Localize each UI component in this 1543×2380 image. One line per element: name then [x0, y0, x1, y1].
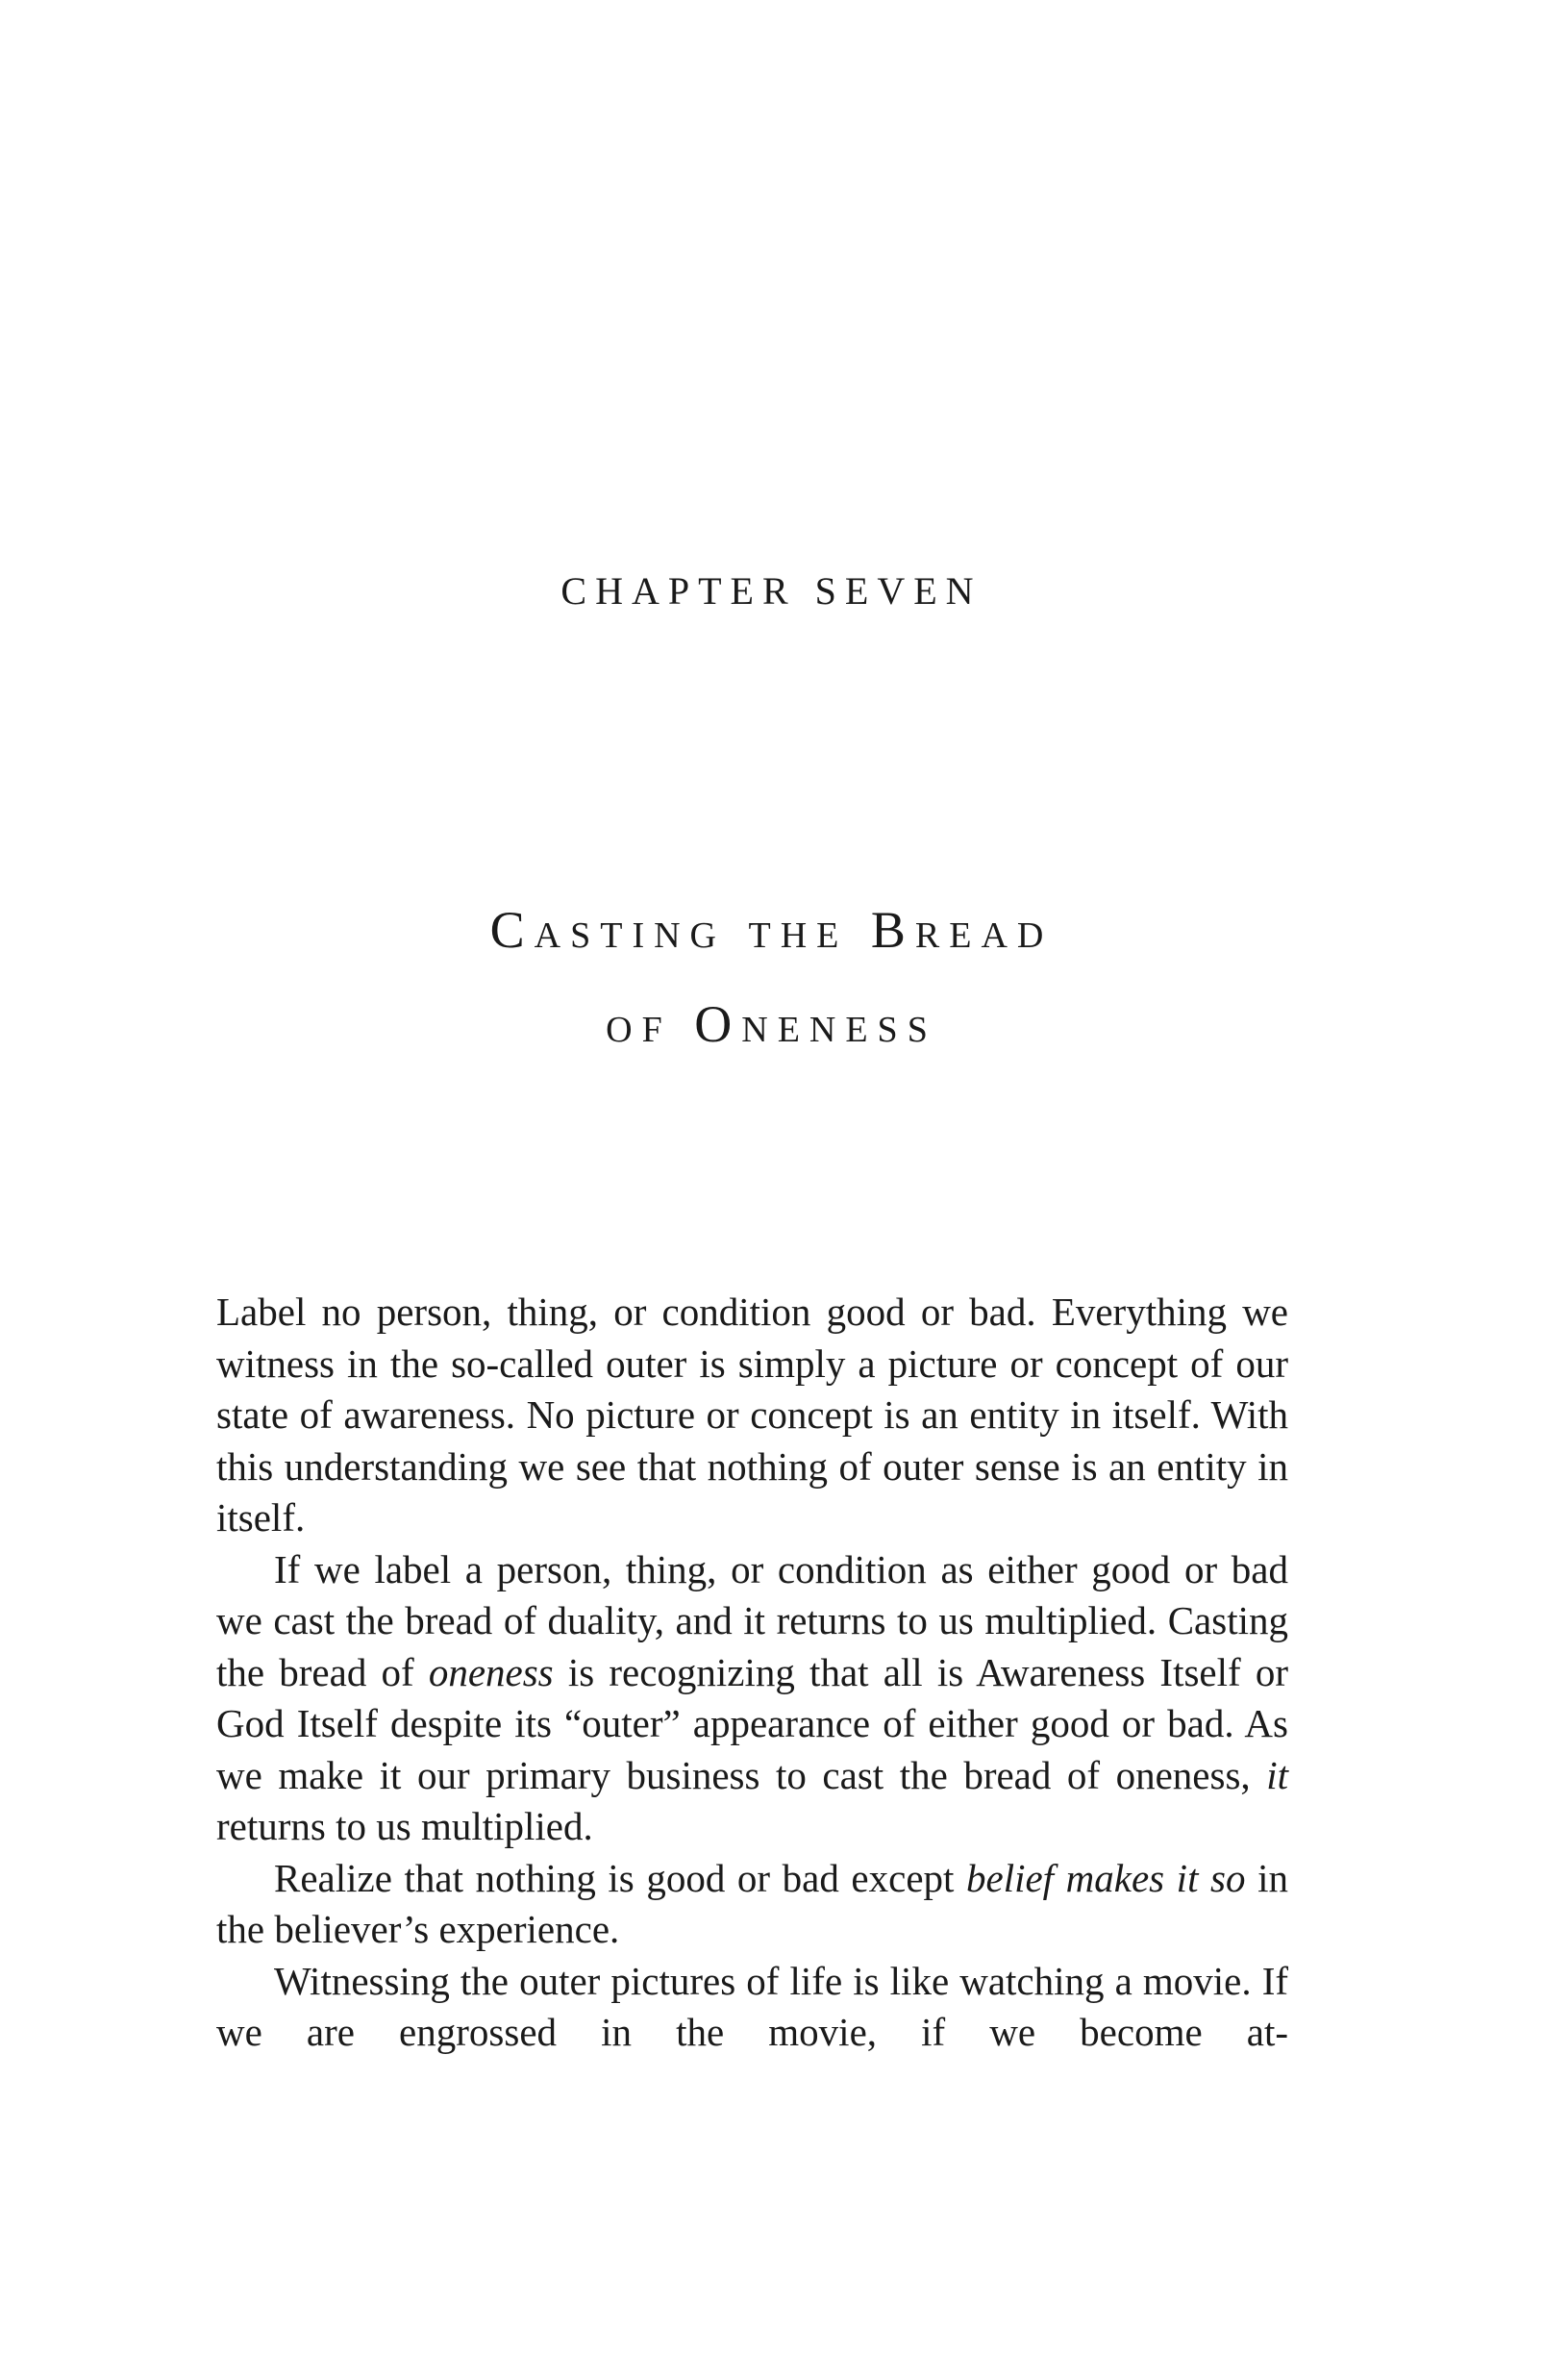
- chapter-title-line-1: Casting the Bread: [489, 901, 1054, 959]
- paragraph-2-emphasis-it: it: [1266, 1752, 1288, 1797]
- paragraph-2-text-c: returns to us multiplied.: [216, 1804, 593, 1848]
- paragraph-2-text-b: is recognizing that all is Awareness Itself or God Itself despite its “outer” appearance of either good or bad. As we make it our primary business to cast the bread of oneness,: [216, 1649, 1288, 1797]
- body-text: [216, 1287, 1288, 2059]
- chapter-title-line-2: of Oneness: [606, 995, 937, 1053]
- paragraph-3-emphasis: belief makes it so: [966, 1855, 1246, 1900]
- paragraph-3-text-b: in the believer’s experience.: [216, 1855, 1288, 1951]
- paragraph-2-text-a: If we label a person, thing, or condition as either good or bad we cast the bread of duality, and it returns to us multiplied. Casting the bread of: [216, 1546, 1288, 1694]
- paragraph-2-emphasis-oneness: oneness: [428, 1649, 554, 1694]
- chapter-number: CHAPTER SEVEN: [560, 569, 983, 613]
- paragraph-2: [216, 1544, 1288, 1853]
- paragraph-3: [216, 1853, 1288, 1956]
- paragraph-4: Witnessing the outer pictures of life is like watching a movie. If we are engrossed in the movie, if we become at-: [216, 1958, 1288, 2054]
- paragraph-3-text-a: Realize that nothing is good or bad except: [274, 1855, 966, 1900]
- paragraph-1: Label no person, thing, or condition good or bad. Everything we witness in the so-called outer is simply a picture or concept of our state of awareness. No picture or concept is an entity in itself. With this understanding we see that nothing of outer sense is an entity in itself.: [216, 1290, 1288, 1540]
- chapter-title: [0, 883, 1543, 1071]
